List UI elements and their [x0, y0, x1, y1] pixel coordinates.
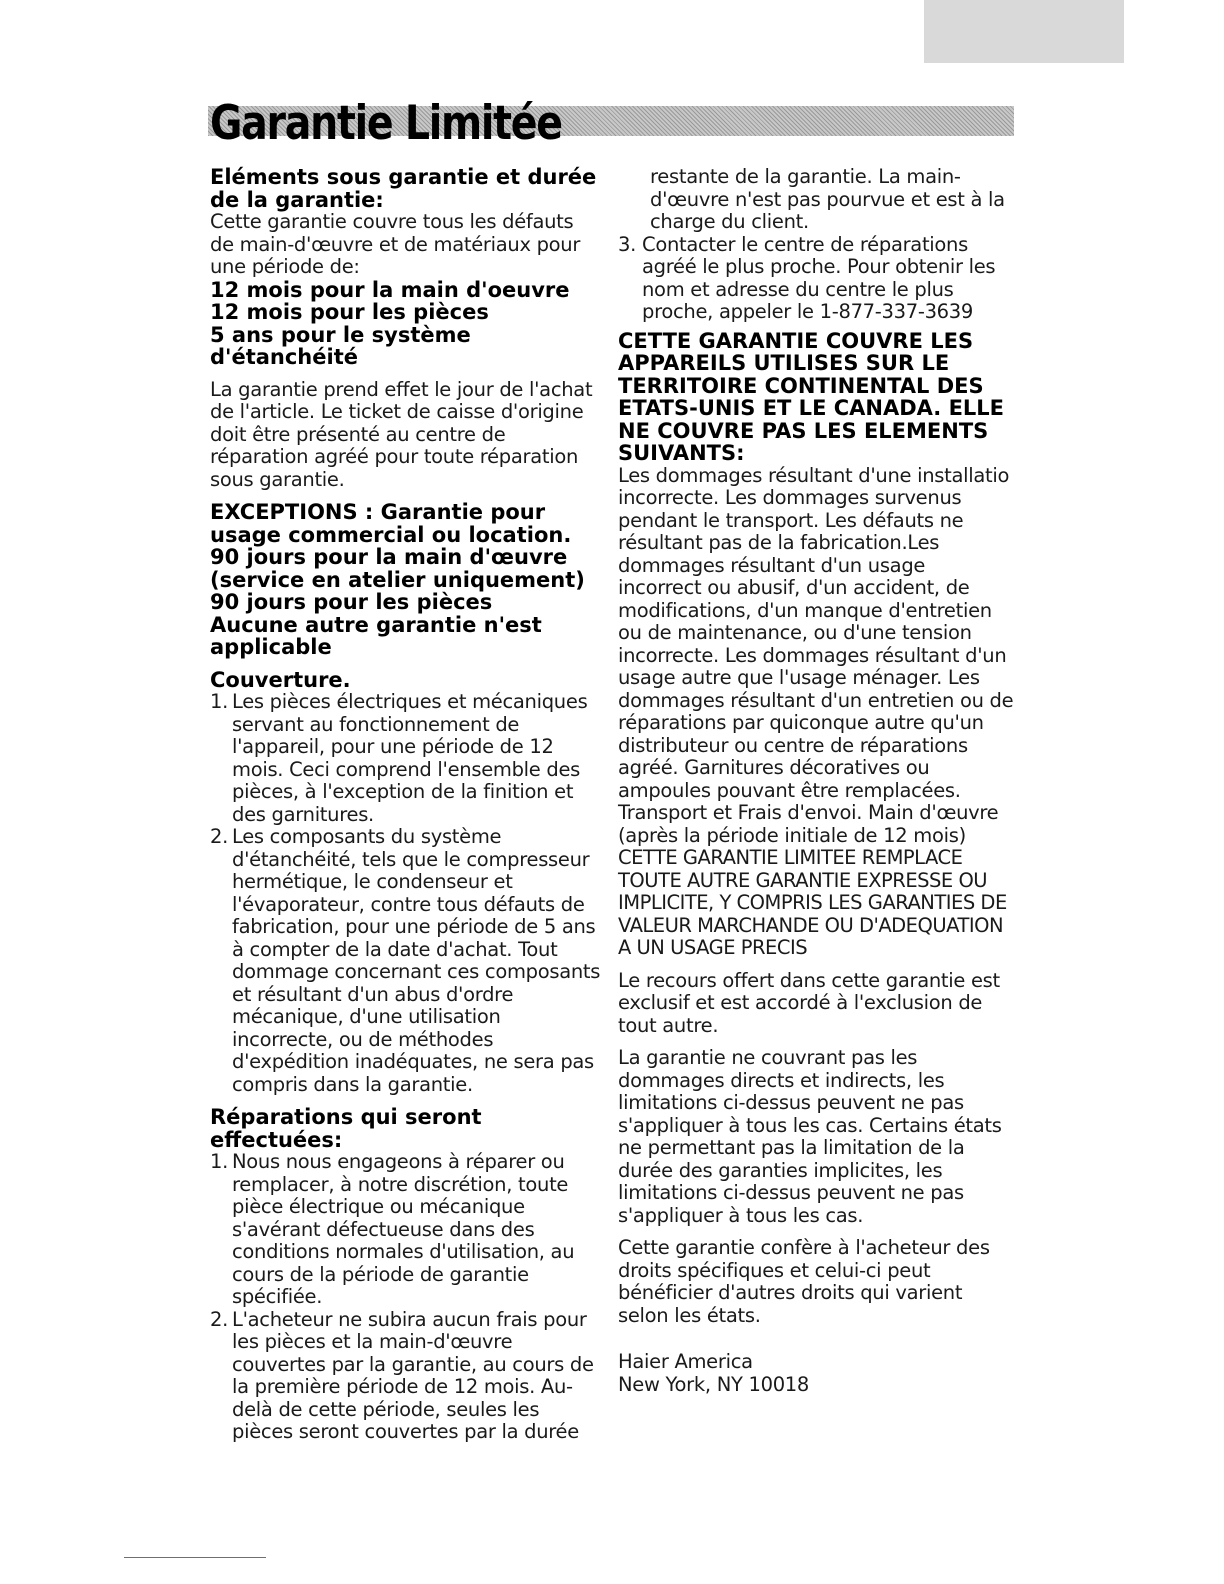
list-number: 3. [618, 232, 637, 256]
repairs-heading: Réparations qui seront effectuées: [210, 1105, 482, 1152]
coverage-heading: Couverture. [210, 667, 351, 692]
left-column [210, 166, 602, 1444]
recourse-paragraph: Le recours offert dans cette garantie est exclusif et est accordé à l'exclusion de tout autre. [618, 968, 1000, 1037]
exceptions-heading: EXCEPTIONS : Garantie pour usage commercial ou location. [210, 500, 572, 547]
list-item [618, 234, 1014, 324]
list-item-text: Les pièces électriques et mécaniques servant au fonctionnement de l'appareil, pour une période de 12 mois. Ceci comprend l'ensemble des pièces, à l'exception de la finition et des garnitures. [232, 690, 588, 826]
replaces-paragraph: CETTE GARANTIE LIMITEE REMPLACE TOUTE AUTRE GARANTIE EXPRESSE OU IMPLICITE, Y COMPRIS LES GARANTIES DE VALEUR MARCHANDE OU D'ADEQUATION A UN USAGE PRECIS [618, 846, 1007, 959]
effect-paragraph: La garantie prend effet le jour de l'achat de l'article. Le ticket de caisse d'origine doit être présenté au centre de réparation agréé pour toute réparation sous garantie. [210, 377, 593, 491]
period-parts: 12 mois pour les pièces [210, 300, 489, 324]
list-item-text: L'acheteur ne subira aucun frais pour les pièces et la main-d'œuvre couvertes par la garantie, au cours de la première période de 12 mois. Au-delà de cette période, seules les pièces seront couvertes par la durée [232, 1307, 594, 1443]
page-title: Garantie Limitée [210, 96, 562, 151]
list-item [210, 826, 602, 1096]
list-number: 2. [210, 1307, 229, 1331]
list-item-text: Les composants du système d'étanchéité, tels que le compresseur hermétique, le condenseur et l'évaporateur, contre tous défauts de fabrication, pour une période de 5 ans à compter de la date d'achat. Tout dommage concernant ces composants et résultant d'un abus d'ordre mécanique, d'une utilisation incorrecte, ou de méthodes d'expédition inadéquates, ne sera pas compris dans la garantie. [232, 825, 601, 1096]
footer-rule [124, 1557, 266, 1558]
coverage-intro: Cette garantie couvre tous les défauts de main-d'œuvre et de matériaux pour une période de: [210, 210, 581, 278]
list-item [210, 691, 602, 826]
company-city: New York, NY 10018 [618, 1372, 810, 1396]
exception-labor: 90 jours pour la main d'œuvre (service en atelier uniquement) [210, 545, 585, 592]
exclusions-paragraph: Les dommages résultant d'une installatio incorrecte. Les dommages survenus pendant le transport. Les défauts ne résultant pas de la fabrication.Les dommages résultant d'un usage incorrect ou abusif, d'un accident, de modifications, d'un manque d'entretien ou de maintenance, ou d'une tension incorrecte. Les dommages résultant d'un usage autre que l'usage ménager. Les dommages résultant d'un entretien ou de réparations par quiconque autre qu'un distributeur ou centre de réparations agréé. Garnitures décoratives ou ampoules pouvant être remplacées. Transport et Frais d'envoi. Main d'œuvre (après la période initiale de 12 mois) [618, 463, 1014, 847]
list-number: 2. [210, 825, 229, 848]
limitations-paragraph: La garantie ne couvrant pas les dommages directs et indirects, les limitations ci-dessus peuvent ne pas s'appliquer à tous les cas. Certains états ne permettant pas la limitation de la durée des garanties implicites, les limitations ci-dessus peuvent ne pas s'appliquer à tous les cas. [618, 1046, 1002, 1227]
list-item-text: Contacter le centre de réparations agréé le plus proche. Pour obtenir les nom et adresse du centre le plus proche, appeler le 1-877-337-3639 [642, 232, 996, 323]
list-number: 1. [210, 690, 229, 713]
period-labor: 12 mois pour la main d'oeuvre [210, 277, 570, 302]
right-column [618, 166, 1014, 1396]
territory-heading: CETTE GARANTIE COUVRE LES APPAREILS UTILISES SUR LE TERRITOIRE CONTINENTAL DES ETATS-UNIS ET LE CANADA. ELLE NE COUVRE PAS LES ELEMENTS SUIVANTS: [618, 328, 1005, 465]
exception-parts: 90 jours pour les pièces [210, 590, 493, 614]
elements-heading: Eléments sous garantie et durée de la garantie: [210, 165, 597, 212]
period-sealed-system: 5 ans pour le système d'étanchéité [210, 322, 471, 369]
repairs-list [210, 1151, 602, 1444]
repairs-list-continued [618, 234, 1014, 324]
exception-none: Aucune autre garantie n'est applicable [210, 612, 542, 659]
rights-paragraph: Cette garantie confère à l'acheteur des droits spécifiques et celui-ci peut bénéficier d'autres droits qui varient selon les états. [618, 1236, 990, 1327]
list-number: 1. [210, 1150, 229, 1173]
list-item [210, 1309, 602, 1444]
list-item-text: Nous nous engageons à réparer ou remplacer, à notre discrétion, toute pièce électrique ou mécanique s'avérant défectueuse dans des conditions normales d'utilisation, au cours de la période de garantie spécifiée. [232, 1150, 575, 1308]
continuation-text: restante de la garantie. La main-d'œuvre n'est pas pourvue et est à la charge du client. [650, 165, 1005, 233]
company-name: Haier America [618, 1350, 753, 1373]
list-item [210, 1151, 602, 1309]
corner-tab [924, 0, 1124, 63]
coverage-list [210, 691, 602, 1096]
